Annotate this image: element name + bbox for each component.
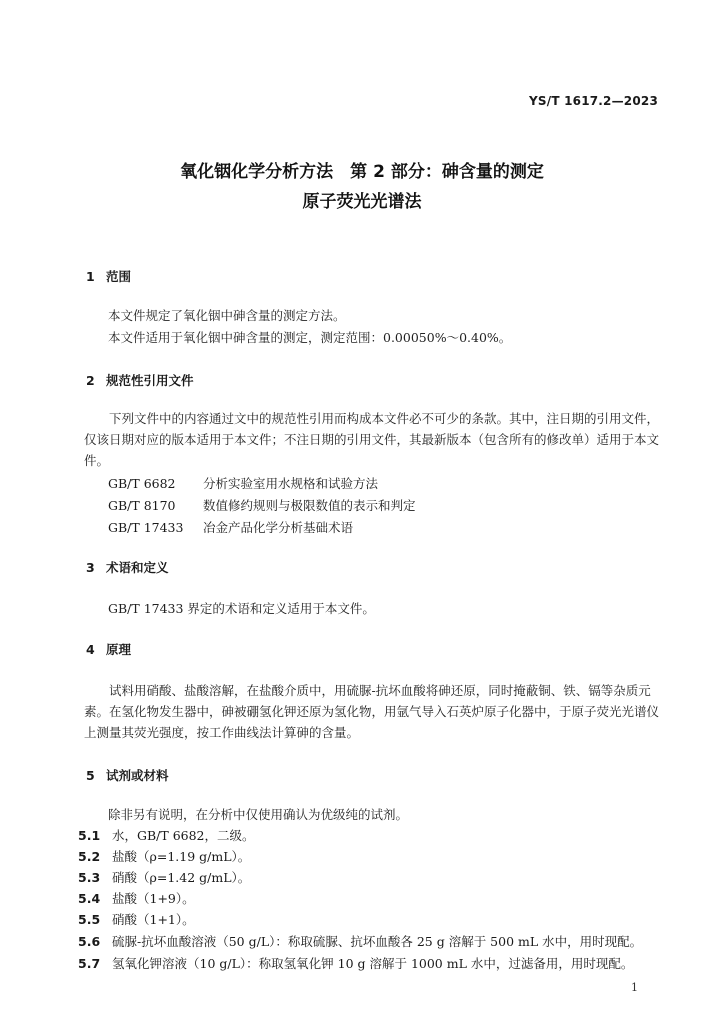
item-text: 盐酸（1+9）。 <box>112 891 195 906</box>
section-number: 2 <box>86 373 95 388</box>
item-text: 氢氧化钾溶液（10 g/L）：称取氢氧化钾 10 g 溶解于 1000 mL 水中，过滤备用，用时现配。 <box>112 956 634 971</box>
item-number: 5.7 <box>78 956 101 971</box>
reagent-item <box>78 889 195 907</box>
reference-title: 数值修约规则与极限数值的表示和判定 <box>203 498 416 513</box>
item-text: 水，GB/T 6682，二级。 <box>112 828 255 843</box>
section-title: 术语和定义 <box>106 560 169 575</box>
section-title: 规范性引用文件 <box>106 373 194 388</box>
normative-reference <box>108 474 378 492</box>
normative-reference <box>108 518 353 536</box>
section-5-heading <box>86 766 169 784</box>
document-title-line-1: 氧化铟化学分析方法 第 2 部分：砷含量的测定 <box>180 162 544 182</box>
section-number: 5 <box>86 768 95 783</box>
section-4-heading <box>86 640 131 658</box>
item-number: 5.1 <box>78 828 101 843</box>
section-3-paragraph: GB/T 17433 界定的术语和定义适用于本文件。 <box>108 601 375 616</box>
item-text: 硫脲-抗坏血酸溶液（50 g/L）：称取硫脲、抗坏血酸各 25 g 溶解于 500 mL 水中，用时现配。 <box>112 934 643 949</box>
item-number: 5.3 <box>78 870 101 885</box>
reagent-item <box>78 910 195 928</box>
item-number: 5.2 <box>78 849 101 864</box>
section-title: 试剂或材料 <box>106 768 169 783</box>
section-title: 原理 <box>106 642 132 657</box>
reference-title: 分析实验室用水规格和试验方法 <box>203 476 379 491</box>
document-title-line-2: 原子荧光光谱法 <box>302 192 422 212</box>
item-number: 5.4 <box>78 891 101 906</box>
reagent-item <box>78 954 633 972</box>
reagent-item <box>78 868 250 886</box>
section-1-paragraph-2: 本文件适用于氧化铟中砷含量的测定，测定范围：0.00050%～0.40%。 <box>108 330 512 345</box>
section-number: 1 <box>86 269 95 284</box>
section-number: 3 <box>86 560 95 575</box>
section-2-paragraph: 下列文件中的内容通过文中的规范性引用而构成本文件必不可少的条款。其中，注日期的引用文件，仅该日期对应的版本适用于本文件；不注日期的引用文件，其最新版本（包含所有的修改单）适用于本文件。 <box>84 411 660 468</box>
reagent-item <box>78 826 255 844</box>
section-number: 4 <box>86 642 95 657</box>
section-1-paragraph-1: 本文件规定了氧化铟中砷含量的测定方法。 <box>108 308 346 323</box>
section-3-heading <box>86 558 169 576</box>
item-number: 5.5 <box>78 912 101 927</box>
standard-number: YS/T 1617.2—2023 <box>529 94 658 108</box>
reference-title: 冶金产品化学分析基础术语 <box>203 520 354 535</box>
normative-reference <box>108 496 416 514</box>
item-number: 5.6 <box>78 934 101 949</box>
page-number: 1 <box>631 981 638 994</box>
item-text: 硝酸（1+1）。 <box>112 912 195 927</box>
item-text: 盐酸（ρ=1.19 g/mL）。 <box>112 849 251 864</box>
section-5-paragraph: 除非另有说明，在分析中仅使用确认为优级纯的试剂。 <box>108 807 409 822</box>
reagent-item <box>78 932 642 950</box>
reference-code: GB/T 8170 <box>108 498 176 513</box>
item-text: 硝酸（ρ=1.42 g/mL）。 <box>112 870 251 885</box>
section-1-heading <box>86 267 131 285</box>
reference-code: GB/T 6682 <box>108 476 176 491</box>
section-4-paragraph: 试料用硝酸、盐酸溶解，在盐酸介质中，用硫脲-抗坏血酸将砷还原，同时掩蔽铜、铁、镉等杂质元素。在氢化物发生器中，砷被硼氢化钾还原为氢化物，用氩气导入石英炉原子化器中，于原子荧光光谱仪上测量其荧光强度，按工作曲线法计算砷的含量。 <box>84 683 660 740</box>
section-title: 范围 <box>106 269 132 284</box>
reagent-item <box>78 847 250 865</box>
reference-code: GB/T 17433 <box>108 520 184 535</box>
section-2-heading <box>86 371 194 389</box>
